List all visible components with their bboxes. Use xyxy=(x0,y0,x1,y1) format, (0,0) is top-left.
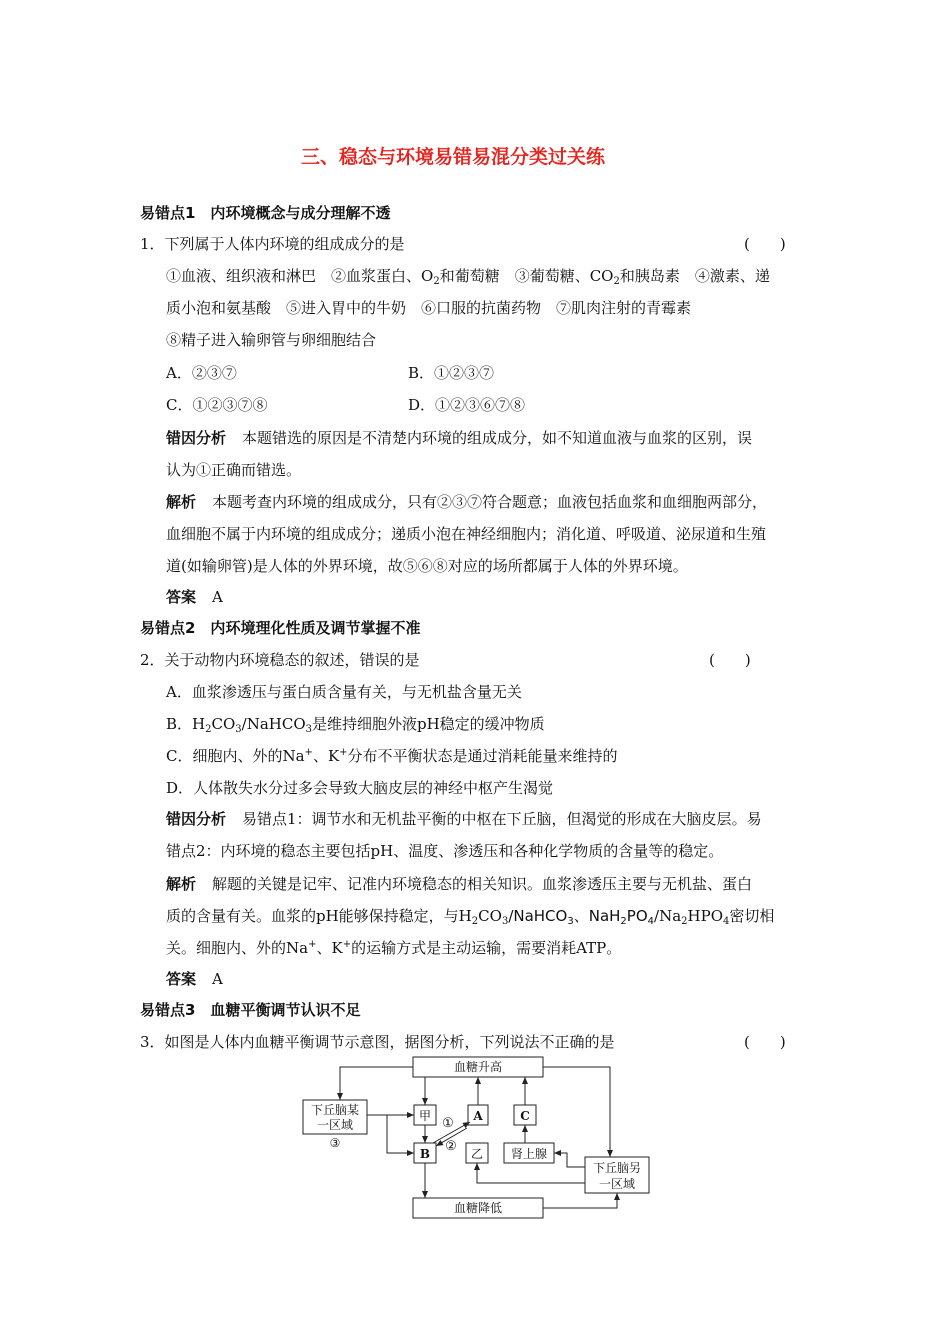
option-d: D．①②③⑥⑦⑧ xyxy=(408,396,526,414)
question-1-line: ①血液、组织液和淋巴 ②血浆蛋白、$O_2$和葡萄糖 ③葡萄糖、$CO_2$和胰岛素 ④激素、递 xyxy=(166,267,770,287)
label-hypothalamus-1: 下丘脑某 xyxy=(310,1103,360,1117)
option-d: D．人体散失水分过多会导致大脑皮层的神经中枢产生渴觉 xyxy=(166,779,554,797)
analysis-line: 血细胞不属于内环境的组成成分；递质小泡在神经细胞内；消化道、呼吸道、泌尿道和生殖 xyxy=(166,525,767,543)
question-1-stem: 1．下列属于人体内环境的组成成分的是 xyxy=(140,235,405,253)
answer-paren: ( ) xyxy=(744,1033,786,1051)
question-3-stem: 3．如图是人体内血糖平衡调节示意图，据图分析，下列说法不正确的是 xyxy=(140,1033,615,1051)
analysis-line: 质的含量有关。血浆的pH能够保持稳定，与$H_2CO_3/NaHCO_3$、$NaH_2PO_4/Na_2HPO_4$密切相 xyxy=(166,907,775,927)
question-1-line: ⑧精子进入输卵管与卵细胞结合 xyxy=(166,331,377,349)
section-heading-3: 易错点3 血糖平衡调节认识不足 xyxy=(140,1001,361,1019)
option-c: C．①②③⑦⑧ xyxy=(166,396,268,414)
label-number-3: ③ xyxy=(329,1136,341,1150)
analysis-line: 道(如输卵管)是人体的外界环境，故⑤⑥⑧对应的场所都属于人体的外界环境。 xyxy=(166,557,688,575)
arrow xyxy=(554,1153,585,1167)
answer: 答案 A xyxy=(166,970,223,988)
answer: 答案 A xyxy=(166,588,223,606)
option-a: A．②③⑦ xyxy=(166,364,237,382)
analysis-line: 关。细胞内、外的Na+、K+的运输方式是主动运输，需要消耗ATP。 xyxy=(166,939,622,957)
label-adrenal: 肾上腺 xyxy=(510,1147,548,1161)
label-yi: 乙 xyxy=(470,1147,484,1161)
error-analysis: 错因分析 本题错选的原因是不清楚内环境的组成成分，如不知道血液与血浆的区别，误 xyxy=(166,429,753,447)
option-a: A．血浆渗透压与蛋白质含量有关，与无机盐含量无关 xyxy=(166,683,522,701)
answer-paren: ( ) xyxy=(709,651,751,669)
question-2-stem: 2．关于动物内环境稳态的叙述，错误的是 xyxy=(140,651,420,669)
blood-glucose-diagram xyxy=(290,1050,660,1225)
label-hypothalamus-1: 一区域 xyxy=(316,1118,354,1132)
error-analysis: 错因分析 易错点1：调节水和无机盐平衡的中枢在下丘脑，但渴觉的形成在大脑皮层。易 xyxy=(166,810,762,828)
label-glucose-low: 血糖降低 xyxy=(453,1201,503,1215)
error-analysis-line: 错点2：内环境的稳态主要包括pH、温度、渗透压和各种化学物质的含量等的稳定。 xyxy=(166,842,724,860)
label-c: C xyxy=(520,1109,530,1123)
page-title: 三、稳态与环境易错易混分类过关练 xyxy=(301,146,606,168)
error-analysis-line: 认为①正确而错选。 xyxy=(166,461,302,479)
label-hypothalamus-2: 一区域 xyxy=(598,1177,636,1191)
arrow xyxy=(387,1115,414,1153)
option-b: B．$H_2CO_3/NaHCO_3$是维持细胞外液pH稳定的缓冲物质 xyxy=(166,715,545,735)
option-b: B．①②③⑦ xyxy=(408,364,495,382)
arrow xyxy=(477,1163,585,1183)
arrow xyxy=(543,1193,617,1208)
label-a: A xyxy=(473,1109,483,1123)
analysis: 解析 解题的关键是记牢、记准内环境稳态的相关知识。血浆渗透压主要与无机盐、蛋白 xyxy=(166,875,753,893)
label-glucose-high: 血糖升高 xyxy=(453,1060,503,1074)
answer-paren: ( ) xyxy=(744,235,786,253)
label-b: B xyxy=(419,1147,431,1161)
option-c: C．细胞内、外的Na+、K+分布不平衡状态是通过消耗能量来维持的 xyxy=(166,747,618,765)
arrow xyxy=(340,1067,413,1100)
analysis: 解析 本题考查内环境的组成成分，只有②③⑦符合题意；血液包括血浆和血细胞两部分， xyxy=(166,493,768,511)
question-1-line: 质小泡和氨基酸 ⑤进入胃中的牛奶 ⑥口服的抗菌药物 ⑦肌肉注射的青霉素 xyxy=(166,299,692,317)
label-number-1: ① xyxy=(442,1116,454,1131)
label-jia: 甲 xyxy=(418,1109,432,1123)
label-hypothalamus-2: 下丘脑另 xyxy=(592,1161,642,1175)
label-number-2: ② xyxy=(445,1139,457,1154)
section-heading-2: 易错点2 内环境理化性质及调节掌握不准 xyxy=(140,619,421,637)
section-heading-1: 易错点1 内环境概念与成分理解不透 xyxy=(140,204,391,222)
